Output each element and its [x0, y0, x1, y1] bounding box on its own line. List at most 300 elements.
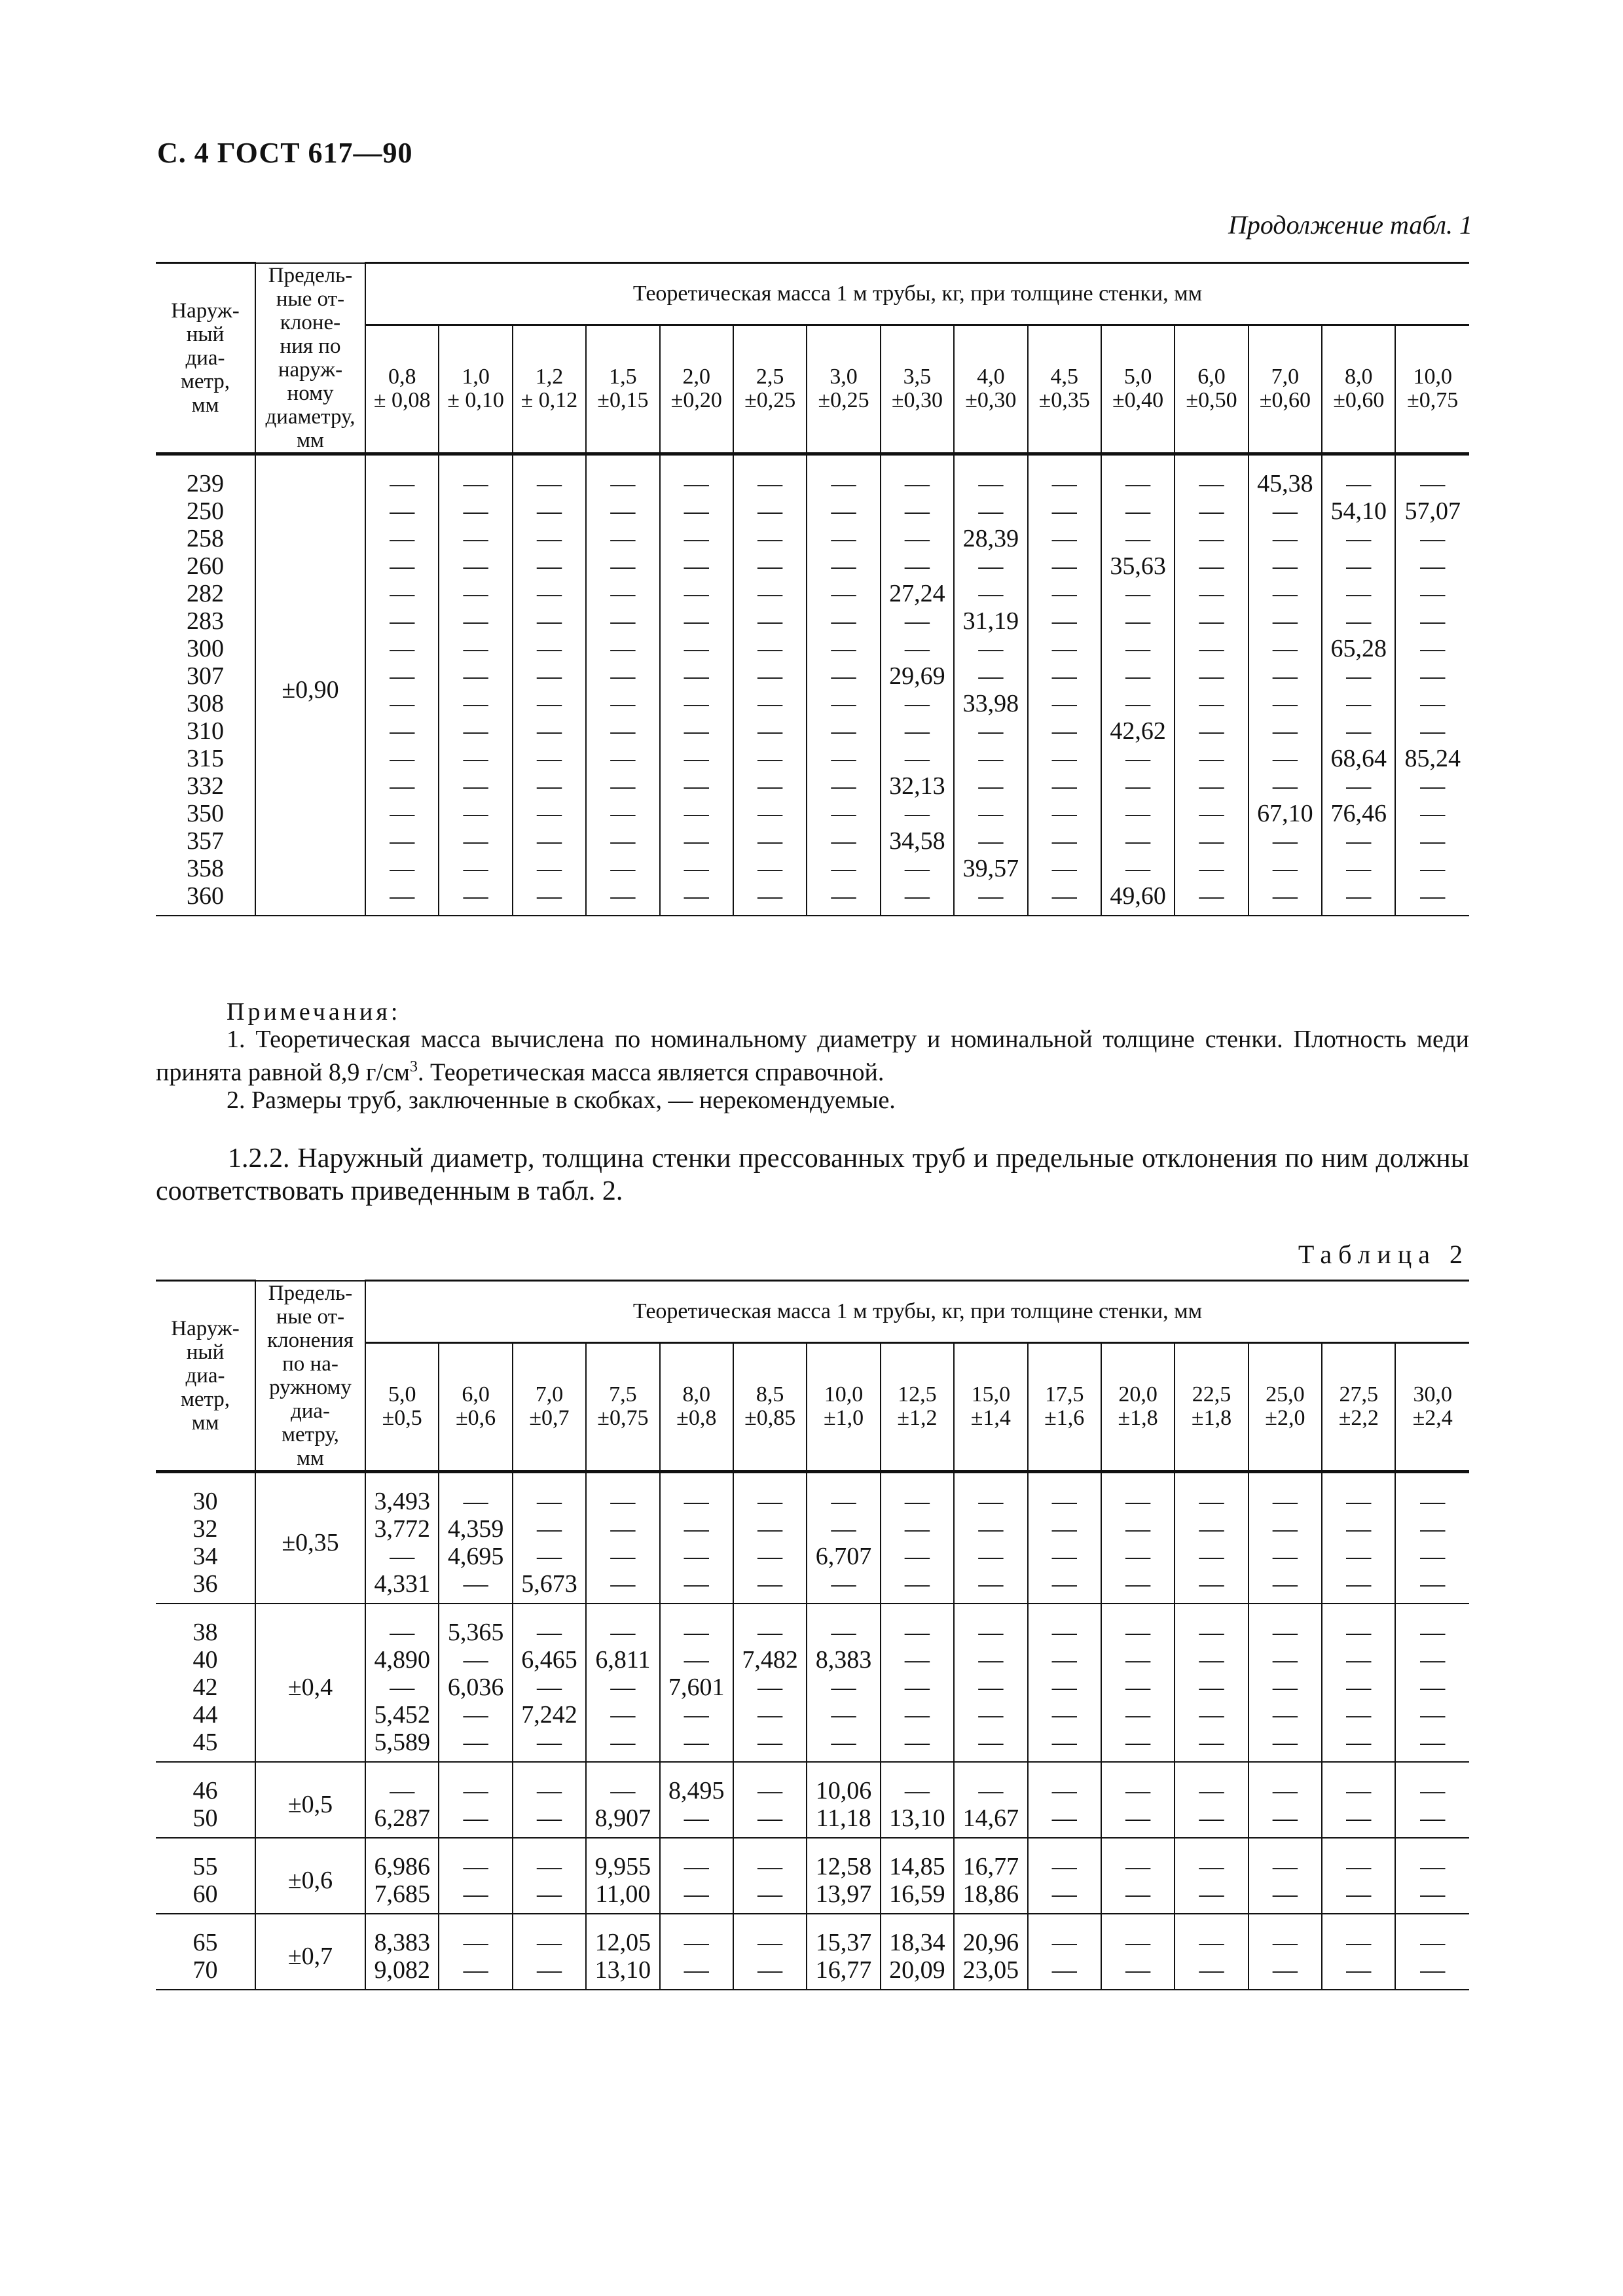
- mass-value: —: [610, 1487, 636, 1515]
- mass-column-cell: [733, 1838, 807, 1914]
- notes: [156, 998, 1469, 1114]
- mass-value: 16,59: [889, 1880, 945, 1908]
- mass-value: —: [757, 524, 783, 552]
- mass-value: —: [536, 1852, 562, 1880]
- mass-value: 16,77: [815, 1956, 872, 1984]
- mass-value: —: [831, 1700, 856, 1729]
- mass-value: —: [1346, 1618, 1372, 1646]
- mass-value: 31,19: [962, 607, 1019, 635]
- mass-value: 42,62: [1110, 717, 1166, 745]
- mass-column-cell: [1175, 1838, 1248, 1914]
- mass-value: —: [390, 1673, 415, 1701]
- mass-value: —: [610, 662, 636, 690]
- mass-value: —: [1420, 634, 1446, 662]
- mass-value: 33,98: [962, 689, 1019, 717]
- mass-value: —: [978, 497, 1004, 525]
- mass-value: —: [1125, 854, 1151, 882]
- mass-value: —: [1199, 1515, 1224, 1543]
- mass-value: —: [390, 1542, 415, 1570]
- mass-value: —: [684, 1542, 709, 1570]
- mass-value: —: [1420, 689, 1446, 717]
- mass-value: —: [684, 1804, 709, 1832]
- mass-column-cell: [1322, 1604, 1395, 1762]
- mass-value: 8,383: [374, 1928, 430, 1956]
- mass-column-cell: [1101, 1838, 1175, 1914]
- mass-column-cell: [1249, 1471, 1322, 1604]
- wall-thickness-header: 12,5 ±1,2: [881, 1343, 954, 1472]
- mass-value: —: [757, 662, 783, 690]
- mass-value: —: [684, 854, 709, 882]
- mass-value: 6,986: [374, 1852, 430, 1880]
- mass-column-cell: [1028, 454, 1101, 916]
- mass-value: —: [610, 772, 636, 800]
- mass-value: 20,96: [962, 1928, 1019, 1956]
- mass-column-cell: [1101, 1604, 1175, 1762]
- mass-value: —: [1272, 744, 1298, 772]
- mass-value: 14,85: [889, 1852, 945, 1880]
- mass-value: 5,589: [374, 1728, 430, 1756]
- mass-caption: Теоретическая масса 1 м трубы, кг, при толщине стенки, мм: [365, 263, 1469, 325]
- mass-value: —: [904, 497, 930, 525]
- diameter-value: 38: [192, 1618, 218, 1646]
- mass-column-cell: [881, 454, 954, 916]
- mass-value: —: [1051, 827, 1077, 855]
- mass-value: 67,10: [1257, 799, 1313, 827]
- mass-value: —: [1346, 772, 1372, 800]
- wall-thickness-header: 6,0 ±0,50: [1175, 325, 1248, 454]
- mass-value: —: [1420, 827, 1446, 855]
- mass-value: 11,18: [816, 1804, 871, 1832]
- mass-value: —: [831, 744, 856, 772]
- mass-value: —: [1272, 634, 1298, 662]
- mass-column-cell: [1322, 1471, 1395, 1604]
- mass-value: —: [1051, 689, 1077, 717]
- mass-value: —: [904, 1700, 930, 1729]
- mass-value: —: [978, 579, 1004, 607]
- mass-value: —: [463, 799, 488, 827]
- mass-value: —: [463, 1700, 488, 1729]
- mass-value: —: [831, 717, 856, 745]
- mass-column-cell: [365, 454, 439, 916]
- mass-value: —: [1125, 469, 1151, 497]
- wall-thickness-header: 8,0 ±0,8: [660, 1343, 733, 1472]
- mass-value: —: [1346, 1880, 1372, 1908]
- mass-value: 16,77: [962, 1852, 1019, 1880]
- mass-value: —: [1125, 524, 1151, 552]
- mass-value: —: [904, 882, 930, 910]
- mass-value: —: [1125, 772, 1151, 800]
- mass-value: —: [610, 1618, 636, 1646]
- mass-value: 8,383: [815, 1645, 872, 1674]
- mass-column-cell: [881, 1838, 954, 1914]
- mass-column-cell: [1249, 1762, 1322, 1838]
- wall-thickness-header: 22,5 ±1,8: [1175, 1343, 1248, 1472]
- mass-column-cell: [365, 1471, 439, 1604]
- mass-value: —: [684, 552, 709, 580]
- mass-value: —: [1346, 607, 1372, 635]
- mass-value: —: [536, 827, 562, 855]
- mass-column-cell: [954, 454, 1027, 916]
- diameter-value: 332: [187, 772, 224, 800]
- mass-value: —: [536, 469, 562, 497]
- mass-value: 68,64: [1330, 744, 1387, 772]
- mass-value: —: [978, 662, 1004, 690]
- mass-value: —: [904, 799, 930, 827]
- mass-caption: Теоретическая масса 1 м трубы, кг, при толщине стенки, мм: [365, 1281, 1469, 1343]
- mass-value: —: [904, 689, 930, 717]
- mass-value: —: [536, 1728, 562, 1756]
- mass-column-cell: [1101, 1914, 1175, 1990]
- mass-value: —: [1051, 1852, 1077, 1880]
- mass-value: —: [1272, 1880, 1298, 1908]
- mass-value: —: [1051, 744, 1077, 772]
- mass-value: —: [1346, 1645, 1372, 1674]
- mass-value: —: [1199, 1645, 1224, 1674]
- mass-value: —: [463, 1645, 488, 1674]
- diameter-value: 357: [187, 827, 224, 855]
- mass-value: —: [1199, 1880, 1224, 1908]
- diameter-value: 250: [187, 497, 224, 525]
- mass-value: —: [1051, 772, 1077, 800]
- mass-value: 54,10: [1330, 497, 1387, 525]
- mass-value: —: [684, 497, 709, 525]
- mass-value: —: [684, 799, 709, 827]
- mass-value: —: [536, 799, 562, 827]
- mass-value: —: [978, 717, 1004, 745]
- mass-column-cell: [660, 1604, 733, 1762]
- mass-value: —: [536, 882, 562, 910]
- mass-value: 15,37: [815, 1928, 872, 1956]
- mass-column-cell: [660, 1914, 733, 1990]
- mass-column-cell: [439, 1914, 512, 1990]
- mass-column-cell: [954, 1604, 1027, 1762]
- wall-thickness-header: 6,0 ±0,6: [439, 1343, 512, 1472]
- mass-value: —: [1199, 552, 1224, 580]
- mass-value: —: [536, 772, 562, 800]
- mass-value: —: [831, 634, 856, 662]
- mass-column-cell: [513, 1604, 586, 1762]
- mass-value: —: [1125, 1728, 1151, 1756]
- mass-column-cell: [1395, 1914, 1469, 1990]
- mass-value: 20,09: [889, 1956, 945, 1984]
- diameter-value: 50: [192, 1804, 218, 1832]
- mass-value: —: [1051, 882, 1077, 910]
- mass-value: —: [1051, 1570, 1077, 1598]
- mass-value: —: [1125, 1776, 1151, 1804]
- diameter-value: 282: [187, 579, 224, 607]
- mass-value: —: [1420, 1804, 1446, 1832]
- mass-value: —: [1420, 1880, 1446, 1908]
- mass-value: 8,495: [668, 1776, 725, 1804]
- mass-column-cell: [881, 1914, 954, 1990]
- mass-value: —: [463, 882, 488, 910]
- mass-value: —: [536, 854, 562, 882]
- mass-value: —: [1420, 1542, 1446, 1570]
- mass-value: —: [1125, 1487, 1151, 1515]
- wall-thickness-header: 5,0 ±0,40: [1101, 325, 1175, 454]
- mass-value: —: [1346, 579, 1372, 607]
- mass-column-cell: [365, 1762, 439, 1838]
- mass-value: 65,28: [1330, 634, 1387, 662]
- mass-value: —: [1272, 772, 1298, 800]
- mass-value: —: [463, 1487, 488, 1515]
- mass-value: —: [1272, 717, 1298, 745]
- mass-value: —: [1051, 1700, 1077, 1729]
- tolerance-cell: ±0,7: [255, 1914, 365, 1990]
- mass-value: —: [610, 854, 636, 882]
- mass-value: —: [536, 552, 562, 580]
- mass-value: —: [757, 497, 783, 525]
- mass-value: 3,493: [374, 1487, 430, 1515]
- mass-value: —: [757, 689, 783, 717]
- mass-value: —: [1125, 1700, 1151, 1729]
- mass-column-cell: [1028, 1838, 1101, 1914]
- mass-column-cell: [439, 1762, 512, 1838]
- mass-value: —: [978, 772, 1004, 800]
- mass-value: 4,695: [447, 1542, 504, 1570]
- diameter-value: 46: [192, 1776, 218, 1804]
- mass-value: —: [536, 524, 562, 552]
- mass-value: 45,38: [1257, 469, 1313, 497]
- mass-column-cell: [513, 1838, 586, 1914]
- mass-value: —: [1346, 469, 1372, 497]
- mass-value: —: [1125, 607, 1151, 635]
- mass-value: —: [536, 1515, 562, 1543]
- mass-value: —: [1272, 1487, 1298, 1515]
- mass-column-cell: [1395, 1604, 1469, 1762]
- mass-value: —: [904, 524, 930, 552]
- mass-value: —: [1420, 1928, 1446, 1956]
- mass-column-cell: [513, 1914, 586, 1990]
- mass-value: 32,13: [889, 772, 945, 800]
- wall-thickness-header: 4,5 ±0,35: [1028, 325, 1101, 454]
- mass-value: —: [1346, 1570, 1372, 1598]
- mass-column-cell: [807, 1471, 880, 1604]
- mass-value: —: [1420, 1956, 1446, 1984]
- mass-value: —: [390, 1618, 415, 1646]
- mass-value: —: [1420, 1618, 1446, 1646]
- mass-column-cell: [1249, 1604, 1322, 1762]
- mass-value: —: [610, 634, 636, 662]
- mass-value: —: [1346, 552, 1372, 580]
- mass-column-cell: [1395, 454, 1469, 916]
- mass-value: —: [684, 1487, 709, 1515]
- mass-value: —: [1346, 1542, 1372, 1570]
- mass-value: —: [1346, 1487, 1372, 1515]
- mass-value: —: [831, 1618, 856, 1646]
- mass-value: —: [463, 552, 488, 580]
- mass-value: —: [978, 799, 1004, 827]
- mass-value: —: [1272, 1673, 1298, 1701]
- mass-value: —: [757, 1673, 783, 1701]
- mass-value: —: [904, 552, 930, 580]
- mass-value: —: [831, 552, 856, 580]
- wall-thickness-header: 10,0 ±1,0: [807, 1343, 880, 1472]
- mass-value: —: [978, 1645, 1004, 1674]
- mass-value: —: [463, 497, 488, 525]
- mass-value: 13,97: [815, 1880, 872, 1908]
- wall-thickness-header: 15,0 ±1,4: [954, 1343, 1027, 1472]
- mass-value: —: [978, 1728, 1004, 1756]
- mass-value: —: [1272, 1570, 1298, 1598]
- mass-value: —: [1199, 1804, 1224, 1832]
- mass-value: —: [1199, 607, 1224, 635]
- mass-value: 7,482: [742, 1645, 798, 1674]
- mass-value: —: [684, 1852, 709, 1880]
- mass-value: —: [1199, 689, 1224, 717]
- mass-value: —: [757, 1776, 783, 1804]
- mass-value: —: [1125, 744, 1151, 772]
- mass-column-cell: [807, 1914, 880, 1990]
- diameter-cell: [156, 1604, 255, 1762]
- mass-value: —: [978, 1700, 1004, 1729]
- mass-value: —: [978, 1515, 1004, 1543]
- mass-value: —: [1199, 1487, 1224, 1515]
- page-header: С. 4 ГОСТ 617—90: [157, 137, 413, 169]
- mass-column-cell: [439, 454, 512, 916]
- mass-value: —: [757, 552, 783, 580]
- mass-column-cell: [954, 1762, 1027, 1838]
- mass-value: 10,06: [815, 1776, 872, 1804]
- mass-value: —: [1346, 1804, 1372, 1832]
- mass-value: —: [684, 1928, 709, 1956]
- mass-value: —: [1051, 1956, 1077, 1984]
- mass-value: —: [536, 1804, 562, 1832]
- mass-value: —: [390, 772, 415, 800]
- mass-column-cell: [954, 1914, 1027, 1990]
- mass-value: —: [904, 1515, 930, 1543]
- mass-value: —: [1199, 1542, 1224, 1570]
- tolerance-cell: ±0,6: [255, 1838, 365, 1914]
- mass-value: —: [757, 634, 783, 662]
- tolerance-header: Предель- ные от- клонения по на- ружному диа- метру, мм: [255, 1281, 365, 1472]
- mass-value: —: [536, 607, 562, 635]
- mass-value: —: [757, 1487, 783, 1515]
- mass-column-cell: [1322, 1838, 1395, 1914]
- mass-value: —: [1051, 524, 1077, 552]
- mass-value: —: [684, 882, 709, 910]
- mass-value: —: [610, 882, 636, 910]
- mass-value: —: [1346, 1928, 1372, 1956]
- mass-value: —: [1199, 1700, 1224, 1729]
- mass-value: —: [536, 1673, 562, 1701]
- diameter-value: 283: [187, 607, 224, 635]
- mass-value: —: [1051, 854, 1077, 882]
- mass-column-cell: [513, 1762, 586, 1838]
- mass-value: —: [1125, 1673, 1151, 1701]
- mass-value: —: [1420, 607, 1446, 635]
- mass-value: —: [1199, 772, 1224, 800]
- mass-column-cell: [586, 1914, 659, 1990]
- mass-value: —: [390, 689, 415, 717]
- notes-title: Примечания:: [227, 998, 401, 1026]
- mass-column-cell: [1101, 1471, 1175, 1604]
- mass-column-cell: [586, 1604, 659, 1762]
- mass-value: —: [390, 524, 415, 552]
- mass-value: 57,07: [1404, 497, 1461, 525]
- mass-value: 13,10: [594, 1956, 651, 1984]
- mass-value: —: [1125, 634, 1151, 662]
- wall-thickness-header: 2,0 ±0,20: [660, 325, 733, 454]
- mass-value: —: [1051, 1673, 1077, 1701]
- mass-value: —: [1346, 717, 1372, 745]
- mass-value: —: [610, 799, 636, 827]
- mass-value: 6,707: [815, 1542, 872, 1570]
- mass-value: —: [1420, 1515, 1446, 1543]
- diameter-value: 260: [187, 552, 224, 580]
- diameter-value: 310: [187, 717, 224, 745]
- mass-value: —: [757, 1570, 783, 1598]
- mass-value: 35,63: [1110, 552, 1166, 580]
- mass-value: —: [536, 497, 562, 525]
- diameter-value: 300: [187, 634, 224, 662]
- mass-value: —: [1272, 524, 1298, 552]
- diameter-value: 32: [192, 1515, 218, 1543]
- mass-value: —: [463, 1880, 488, 1908]
- mass-value: —: [463, 524, 488, 552]
- mass-column-cell: [1101, 454, 1175, 916]
- mass-value: 4,331: [374, 1570, 430, 1598]
- mass-value: —: [684, 524, 709, 552]
- mass-column-cell: [1028, 1604, 1101, 1762]
- mass-value: —: [831, 662, 856, 690]
- mass-value: —: [684, 1645, 709, 1674]
- mass-column-cell: [1175, 1471, 1248, 1604]
- mass-value: —: [610, 524, 636, 552]
- mass-value: —: [536, 1542, 562, 1570]
- mass-value: —: [1420, 579, 1446, 607]
- mass-value: —: [1199, 717, 1224, 745]
- mass-value: —: [1199, 634, 1224, 662]
- wall-thickness-header: 8,0 ±0,60: [1322, 325, 1395, 454]
- mass-value: —: [463, 607, 488, 635]
- mass-value: —: [831, 524, 856, 552]
- mass-value: —: [831, 1570, 856, 1598]
- mass-value: —: [684, 1728, 709, 1756]
- mass-value: —: [1199, 1852, 1224, 1880]
- mass-value: —: [831, 579, 856, 607]
- mass-value: —: [610, 1700, 636, 1729]
- diameter-header: Наруж- ный диа- метр, мм: [156, 1281, 255, 1472]
- mass-column-cell: [807, 454, 880, 916]
- mass-value: —: [1199, 799, 1224, 827]
- mass-value: —: [1125, 1645, 1151, 1674]
- mass-value: —: [1125, 1852, 1151, 1880]
- mass-value: —: [904, 1542, 930, 1570]
- mass-value: —: [1272, 1776, 1298, 1804]
- wall-thickness-header: 8,5 ±0,85: [733, 1343, 807, 1472]
- wall-thickness-header: 1,5 ±0,15: [586, 325, 659, 454]
- mass-column-cell: [439, 1838, 512, 1914]
- mass-value: —: [610, 1542, 636, 1570]
- mass-value: —: [1272, 1928, 1298, 1956]
- mass-value: —: [1420, 552, 1446, 580]
- wall-thickness-header: 0,8 ± 0,08: [365, 325, 439, 454]
- mass-value: —: [904, 1728, 930, 1756]
- mass-value: —: [978, 827, 1004, 855]
- mass-column-cell: [1322, 1914, 1395, 1990]
- mass-value: —: [1199, 524, 1224, 552]
- mass-value: —: [831, 1515, 856, 1543]
- wall-thickness-header: 7,0 ±0,60: [1249, 325, 1322, 454]
- mass-value: —: [390, 717, 415, 745]
- mass-value: —: [390, 744, 415, 772]
- mass-value: —: [684, 634, 709, 662]
- mass-value: —: [757, 854, 783, 882]
- mass-value: —: [1051, 1880, 1077, 1908]
- mass-value: —: [1199, 1776, 1224, 1804]
- mass-value: —: [904, 1570, 930, 1598]
